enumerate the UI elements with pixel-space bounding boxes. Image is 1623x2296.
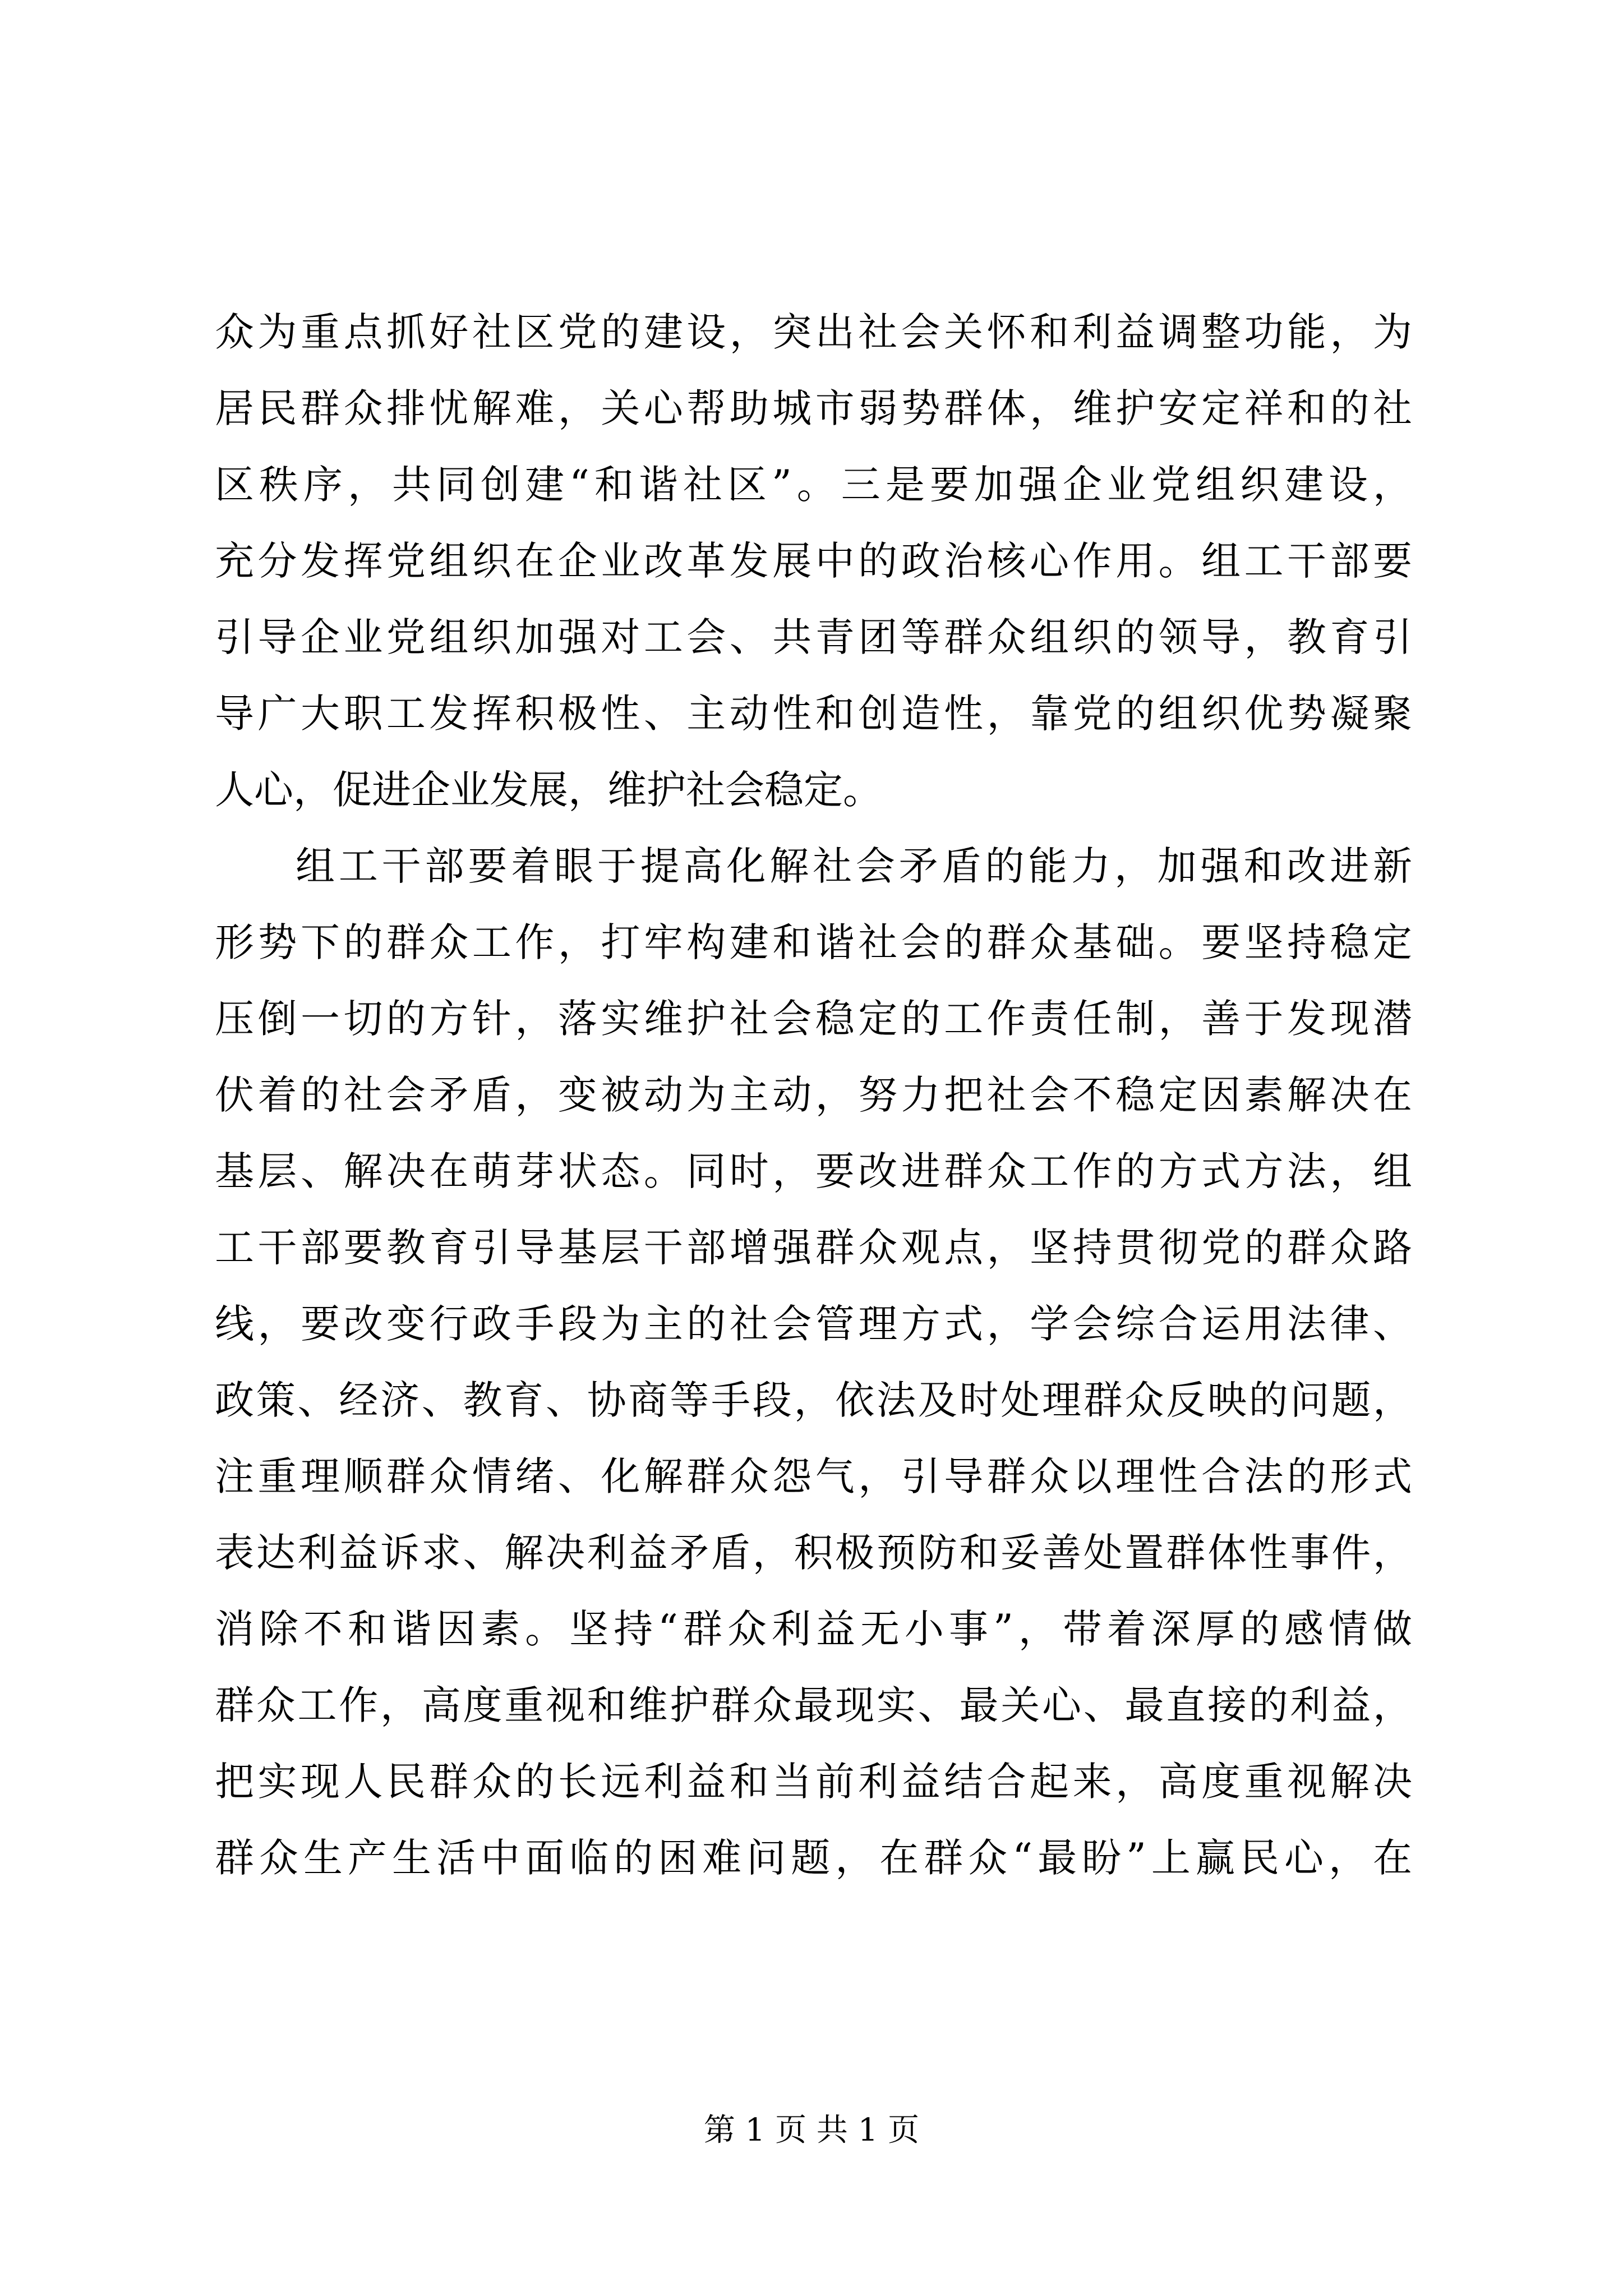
text-line: 形势下的群众工作，打牢构建和谐社会的群众基础。要坚持稳定 [215,919,1412,965]
text-line: 线，要改变行政手段为主的社会管理方式，学会综合运用法律、 [215,1301,1412,1347]
text-line: 伏着的社会矛盾，变被动为主动，努力把社会不稳定因素解决在 [215,1072,1412,1118]
text-line: 表达利益诉求、解决利益矛盾，积极预防和妥善处置群体性事件， [215,1530,1412,1576]
text-line: 居民群众排忧解难，关心帮助城市弱势群体，维护安定祥和的社 [215,385,1412,431]
text-line: 众为重点抓好社区党的建设，突出社会关怀和利益调整功能，为 [215,309,1412,355]
text-line: 压倒一切的方针，落实维护社会稳定的工作责任制，善于发现潜 [215,996,1412,1042]
text-line: 基层、解决在萌芽状态。同时，要改进群众工作的方式方法，组 [215,1148,1412,1194]
page-number: 第 1 页 共 1 页 [703,2112,920,2148]
document-body [215,294,1412,1896]
text-line: 把实现人民群众的长远利益和当前利益结合起来，高度重视解决 [215,1759,1412,1805]
paragraph-1 [215,294,1412,828]
text-line: 充分发挥党组织在企业改革发展中的政治核心作用。组工干部要 [215,538,1412,584]
text-line: 区秩序，共同创建“和谐社区”。三是要加强企业党组织建设， [215,462,1412,508]
text-line: 工干部要教育引导基层干部增强群众观点，坚持贯彻党的群众路 [215,1225,1412,1271]
paragraph-2 [215,828,1412,1896]
text-line: 导广大职工发挥积极性、主动性和创造性，靠党的组织优势凝聚 [215,691,1412,737]
text-line: 组工干部要着眼于提高化解社会矛盾的能力，加强和改进新 [296,843,1412,889]
page-footer [0,2108,1623,2153]
text-line: 政策、经济、教育、协商等手段，依法及时处理群众反映的问题， [215,1377,1412,1423]
text-line: 注重理顺群众情绪、化解群众怨气，引导群众以理性合法的形式 [215,1453,1412,1499]
text-line: 群众生产生活中面临的困难问题，在群众“最盼”上赢民心，在 [215,1835,1412,1881]
text-line: 引导企业党组织加强对工会、共青团等群众组织的领导，教育引 [215,614,1412,660]
text-line: 群众工作，高度重视和维护群众最现实、最关心、最直接的利益， [215,1682,1412,1728]
text-line: 人心，促进企业发展，维护社会稳定。 [215,767,882,813]
text-line: 消除不和谐因素。坚持“群众利益无小事”，带着深厚的感情做 [215,1606,1412,1652]
